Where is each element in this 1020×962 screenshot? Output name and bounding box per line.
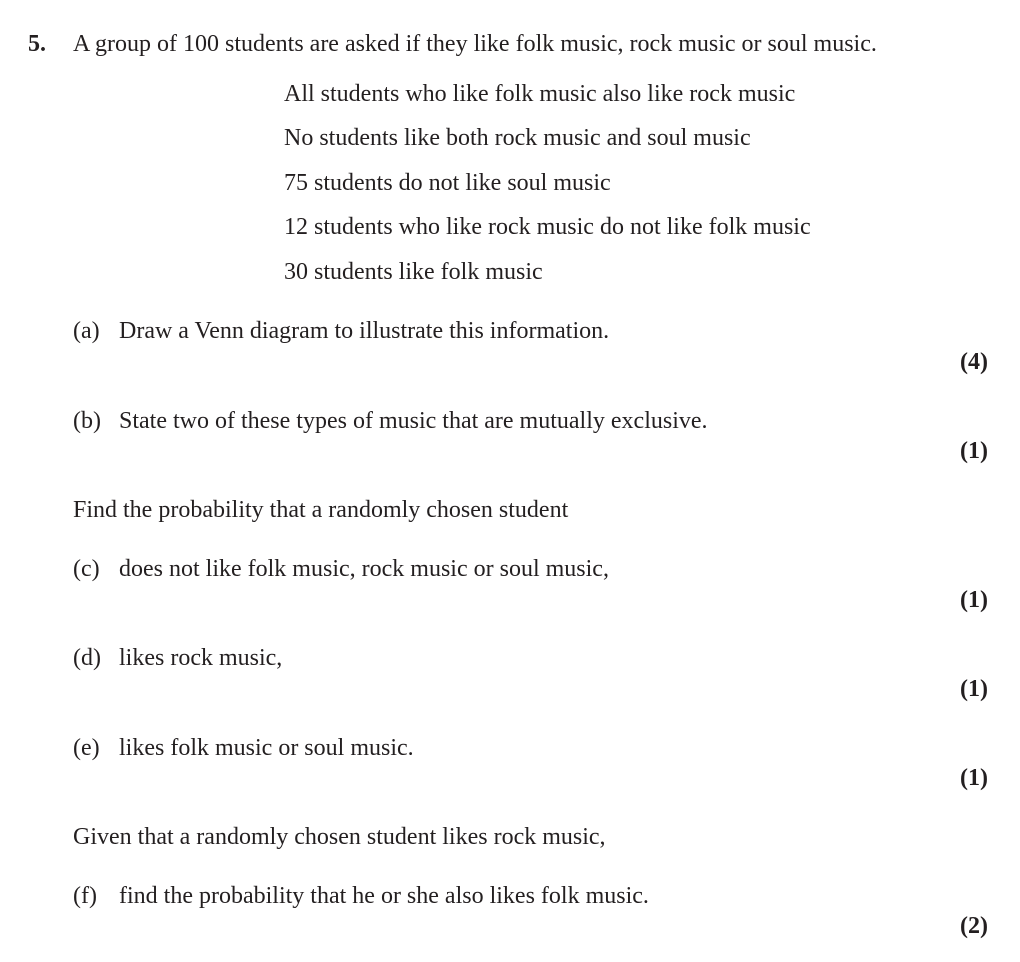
part-text: likes folk music or soul music.: [119, 735, 414, 761]
part-text: does not like folk music, rock music or soul music,: [119, 556, 609, 582]
marks-badge: (1): [960, 438, 988, 464]
marks-badge: (2): [960, 913, 988, 939]
question-intro: A group of 100 students are asked if they like folk music, rock music or soul music.: [73, 31, 877, 57]
marks-badge: (1): [960, 765, 988, 791]
fact-item: 75 students do not like soul music: [284, 170, 611, 196]
part-label: (a): [73, 318, 100, 344]
part-label: (b): [73, 408, 101, 434]
part-text: find the probability that he or she also likes folk music.: [119, 883, 649, 909]
part-label: (e): [73, 735, 100, 761]
fact-item: 30 students like folk music: [284, 259, 543, 285]
fact-item: 12 students who like rock music do not like folk music: [284, 214, 811, 240]
stem-given: Given that a randomly chosen student likes rock music,: [73, 824, 606, 850]
part-label: (c): [73, 556, 100, 582]
fact-item: All students who like folk music also like rock music: [284, 81, 796, 107]
part-label: (d): [73, 645, 101, 671]
marks-badge: (1): [960, 676, 988, 702]
marks-badge: (4): [960, 349, 988, 375]
question-number: 5.: [28, 31, 46, 57]
part-label: (f): [73, 883, 97, 909]
stem-probability: Find the probability that a randomly chosen student: [73, 497, 569, 523]
part-text: State two of these types of music that are mutually exclusive.: [119, 408, 708, 434]
part-text: Draw a Venn diagram to illustrate this information.: [119, 318, 610, 344]
marks-badge: (1): [960, 587, 988, 613]
part-text: likes rock music,: [119, 645, 283, 671]
fact-item: No students like both rock music and soul music: [284, 125, 751, 151]
